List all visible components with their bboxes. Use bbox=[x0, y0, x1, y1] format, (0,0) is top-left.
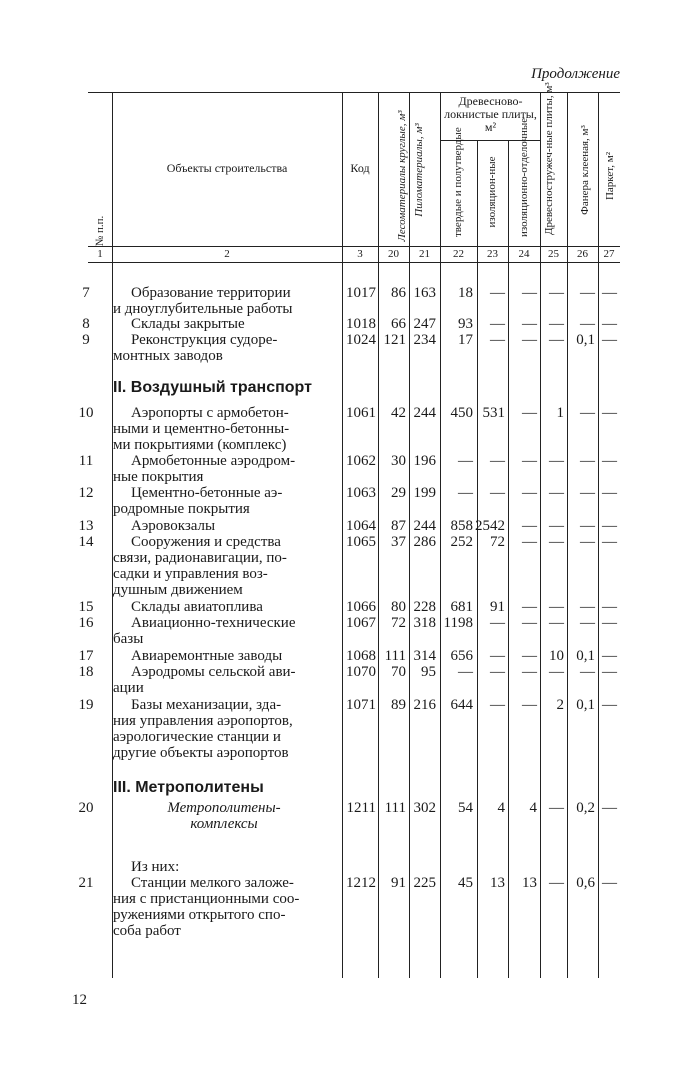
cell-c23: 531 bbox=[482, 405, 505, 421]
cell-c25: 2 bbox=[556, 697, 564, 713]
cell-c22: 252 bbox=[450, 534, 473, 550]
cell-c24: — bbox=[522, 599, 537, 615]
cell-c21: 244 bbox=[413, 518, 436, 534]
row-number: 12 bbox=[78, 485, 94, 501]
cell-c25: — bbox=[549, 599, 564, 615]
object-name-line: связи, радионавигации, по- bbox=[113, 550, 287, 566]
cell-c25: — bbox=[549, 285, 564, 301]
cell-c20: 29 bbox=[391, 485, 406, 501]
cell-c24: — bbox=[522, 332, 537, 348]
object-name bbox=[113, 453, 335, 485]
cell-c20: 111 bbox=[384, 800, 406, 816]
cell-c20: 86 bbox=[391, 285, 406, 301]
object-name-line: Реконструкция судоре- bbox=[131, 332, 278, 348]
cell-c20: 121 bbox=[383, 332, 406, 348]
cell-code: 1065 bbox=[346, 534, 376, 550]
cell-c22: 681 bbox=[450, 599, 473, 615]
col-number: 27 bbox=[603, 248, 615, 260]
cell-c20: 91 bbox=[391, 875, 406, 892]
col-number: 21 bbox=[419, 248, 430, 260]
cell-c22: 18 bbox=[458, 285, 473, 301]
cell-c27: — bbox=[602, 485, 617, 501]
cell-c25: — bbox=[549, 800, 564, 816]
cell-c21: 95 bbox=[421, 664, 436, 680]
cell-c26: — bbox=[580, 316, 595, 332]
row-number: 16 bbox=[78, 615, 94, 631]
col-number: 25 bbox=[548, 248, 559, 260]
cell-c22: — bbox=[458, 485, 473, 501]
cell-c26: — bbox=[580, 599, 595, 615]
cell-c21: 244 bbox=[413, 405, 436, 421]
header-c20: Лесоматериалы круглые, м³ bbox=[396, 110, 408, 242]
cell-code: 1071 bbox=[346, 697, 376, 713]
object-name-line: ми покрытиями (комплекс) bbox=[113, 437, 287, 453]
cell-c21: 228 bbox=[413, 599, 436, 615]
object-name bbox=[113, 332, 335, 364]
cell-c27: — bbox=[602, 332, 617, 348]
object-name-line: Цементно-бетонные аэ- bbox=[131, 485, 283, 501]
cell-c26: — bbox=[580, 615, 595, 631]
cell-c23: — bbox=[490, 697, 505, 713]
cell-c20: 66 bbox=[391, 316, 406, 332]
cell-c20: 70 bbox=[391, 664, 406, 680]
col-number: 26 bbox=[577, 248, 588, 260]
object-name bbox=[113, 316, 335, 332]
cell-c23: — bbox=[490, 648, 505, 664]
object-name-line: комплексы bbox=[190, 816, 258, 832]
object-name bbox=[113, 405, 335, 453]
row-number: 17 bbox=[78, 648, 94, 664]
col-border bbox=[598, 92, 599, 978]
header-c26: Фанера клееная, м³ bbox=[579, 125, 591, 215]
cell-c26: 0,2 bbox=[576, 800, 595, 816]
row-number: 13 bbox=[78, 518, 94, 534]
cell-c21: 247 bbox=[413, 316, 436, 332]
object-name-line: Авиационно-технические bbox=[131, 615, 296, 631]
object-name-line: садки и управления воз- bbox=[113, 566, 268, 582]
object-name-line: Базы механизации, зда- bbox=[131, 697, 282, 713]
cell-c27: — bbox=[602, 648, 617, 664]
cell-c25: — bbox=[549, 485, 564, 501]
cell-c21: 234 bbox=[413, 332, 436, 348]
header-c23: изоляцион-ные bbox=[486, 156, 498, 228]
object-name bbox=[113, 485, 335, 517]
cell-c24: — bbox=[522, 453, 537, 469]
object-name bbox=[113, 697, 335, 761]
cell-c23: 91 bbox=[490, 599, 505, 615]
header-c24: изоляционно-отделочные bbox=[518, 117, 530, 237]
object-name-line: Станции мелкого заложе- bbox=[131, 875, 294, 891]
cell-c25: — bbox=[549, 518, 564, 534]
cell-c24: — bbox=[522, 316, 537, 332]
cell-c22: 54 bbox=[458, 800, 473, 816]
col-number: 2 bbox=[224, 248, 230, 260]
cell-code: 1211 bbox=[346, 800, 376, 816]
cell-c26: 0,1 bbox=[576, 648, 595, 664]
object-name-line: ружениями открытого спо- bbox=[113, 907, 286, 923]
cell-code: 1063 bbox=[346, 485, 376, 501]
cell-c27: — bbox=[602, 316, 617, 332]
cell-c26: — bbox=[580, 453, 595, 469]
row-number: 8 bbox=[82, 316, 90, 332]
row-number: 9 bbox=[82, 332, 90, 348]
object-name-line: ными и цементно-бетонны- bbox=[113, 421, 290, 437]
cell-code: 1066 bbox=[346, 599, 376, 615]
col-border bbox=[440, 92, 441, 978]
cell-c23: — bbox=[490, 485, 505, 501]
row-number: 7 bbox=[82, 285, 90, 301]
col-border bbox=[409, 92, 410, 978]
cell-c22: 93 bbox=[458, 316, 473, 332]
col-number: 24 bbox=[518, 248, 530, 260]
object-name-line: Образование территории bbox=[131, 285, 291, 301]
cell-c24: 4 bbox=[529, 800, 537, 816]
cell-c23: — bbox=[490, 285, 505, 301]
cell-code: 1064 bbox=[346, 518, 376, 534]
cell-code: 1062 bbox=[346, 453, 376, 469]
cell-c22: — bbox=[458, 664, 473, 680]
object-name-line: ния с пристанционными соо- bbox=[113, 891, 300, 907]
cell-code: 1067 bbox=[346, 615, 376, 631]
header-c21: Пиломатериалы, м³ bbox=[413, 123, 425, 217]
cell-c21: 196 bbox=[413, 453, 436, 469]
cell-c26: — bbox=[580, 664, 595, 680]
cell-c20: 37 bbox=[391, 534, 406, 550]
section-metro: III. Метрополитены bbox=[113, 779, 264, 796]
object-name-line: Сооружения и средства bbox=[131, 534, 281, 550]
header-c25: Древесностружеч-ные плиты, м³ bbox=[543, 82, 555, 235]
object-name bbox=[113, 615, 335, 647]
object-name bbox=[113, 534, 335, 598]
cell-c27: — bbox=[602, 518, 617, 534]
cell-c27: — bbox=[602, 453, 617, 469]
object-name-line: Армобетонные аэродром- bbox=[131, 453, 296, 469]
header-object: Объекты строительства bbox=[166, 161, 288, 175]
row-number: 20 bbox=[78, 800, 94, 816]
cell-c26: 0,1 bbox=[576, 697, 595, 713]
cell-c25: 10 bbox=[549, 648, 564, 664]
cell-c23: 2542 bbox=[475, 518, 505, 534]
cell-c21: 225 bbox=[413, 875, 436, 892]
cell-c23: — bbox=[490, 332, 505, 348]
cell-c25: — bbox=[549, 332, 564, 348]
object-name-line: родромные покрытия bbox=[113, 501, 250, 517]
cell-c25: 1 bbox=[556, 405, 564, 421]
cell-c27: — bbox=[602, 534, 617, 550]
cell-c21: 286 bbox=[413, 534, 436, 550]
cell-c22: 45 bbox=[458, 875, 473, 892]
object-name-line: душным движением bbox=[113, 582, 243, 598]
cell-c25: — bbox=[549, 453, 564, 469]
row-number: 19 bbox=[78, 697, 94, 713]
cell-c20: 80 bbox=[391, 599, 406, 615]
object-name bbox=[113, 518, 335, 534]
cell-c27: — bbox=[602, 615, 617, 631]
cell-c24: — bbox=[522, 615, 537, 631]
cell-c21: 216 bbox=[413, 697, 436, 713]
cell-c25: — bbox=[549, 664, 564, 680]
cell-c26: — bbox=[580, 485, 595, 501]
object-name-line: другие объекты аэропортов bbox=[113, 745, 289, 761]
object-name bbox=[113, 285, 335, 317]
cell-c27: — bbox=[602, 599, 617, 615]
cell-c26: — bbox=[580, 285, 595, 301]
object-name-line: Аэропорты с армобетон- bbox=[131, 405, 289, 421]
col-number: 1 bbox=[97, 248, 103, 260]
cell-c20: 89 bbox=[391, 697, 406, 713]
cell-c22: — bbox=[458, 453, 473, 469]
object-name bbox=[113, 664, 335, 696]
row-number: 18 bbox=[78, 664, 94, 680]
header-fiber-group: Древесново-локнистые плиты, м² bbox=[444, 94, 537, 134]
cell-c21: 314 bbox=[413, 648, 436, 664]
cell-c22: 1198 bbox=[443, 615, 473, 631]
cell-c26: 0,1 bbox=[576, 332, 595, 348]
col-border bbox=[378, 92, 379, 978]
cell-c24: — bbox=[522, 534, 537, 550]
cell-code: 1018 bbox=[346, 316, 376, 332]
header-c22: твердые и полутвердые bbox=[452, 127, 464, 237]
cell-code: 1212 bbox=[346, 875, 376, 892]
page-number: 12 bbox=[72, 992, 87, 1008]
col-border bbox=[342, 92, 343, 978]
cell-c27: — bbox=[602, 285, 617, 301]
row-number: 14 bbox=[78, 534, 94, 550]
object-name-line: Аэродромы сельской ави- bbox=[131, 664, 296, 680]
header-code: Код bbox=[350, 161, 370, 175]
cell-c26: — bbox=[580, 405, 595, 421]
cell-c27: — bbox=[602, 405, 617, 421]
section-air-transport: II. Воздушный транспорт bbox=[113, 379, 312, 396]
row-number: 10 bbox=[78, 405, 94, 421]
row-number: 11 bbox=[78, 453, 94, 469]
cell-c22: 858 bbox=[450, 518, 473, 534]
cell-c24: — bbox=[522, 697, 537, 713]
cell-c21: 163 bbox=[413, 285, 436, 301]
object-name-line: Склады закрытые bbox=[131, 316, 245, 332]
cell-c24: 13 bbox=[522, 875, 537, 892]
header-c27: Паркет, м² bbox=[604, 151, 616, 201]
cell-c22: 17 bbox=[458, 332, 473, 348]
cell-c22: 644 bbox=[450, 697, 473, 713]
object-name bbox=[113, 599, 335, 615]
cell-c21: 318 bbox=[413, 615, 436, 631]
col-number: 23 bbox=[487, 248, 498, 260]
cell-code: 1061 bbox=[346, 405, 376, 421]
row-number: 21 bbox=[78, 875, 94, 892]
cell-code: 1024 bbox=[346, 332, 376, 348]
object-name bbox=[113, 800, 335, 832]
object-name bbox=[113, 648, 335, 664]
object-name-line: ации bbox=[113, 680, 144, 696]
cell-c21: 302 bbox=[413, 800, 436, 816]
object-name-line: монтных заводов bbox=[113, 348, 223, 364]
header-pp: № п.п. bbox=[94, 215, 106, 247]
cell-c25: — bbox=[549, 316, 564, 332]
object-name-line: Из них: bbox=[131, 859, 180, 875]
cell-c22: 450 bbox=[450, 405, 473, 421]
object-name bbox=[113, 859, 335, 939]
cell-c23: 4 bbox=[497, 800, 505, 816]
cell-c25: — bbox=[549, 534, 564, 550]
object-name-line: Аэровокзалы bbox=[131, 518, 216, 534]
continuation-label: Продолжение bbox=[531, 66, 620, 82]
cell-c20: 111 bbox=[384, 648, 406, 664]
object-name-line: и дноуглубительные работы bbox=[113, 301, 293, 317]
object-name-line: базы bbox=[113, 631, 144, 647]
cell-code: 1070 bbox=[346, 664, 376, 680]
cell-c24: — bbox=[522, 405, 537, 421]
cell-c27: — bbox=[602, 697, 617, 713]
object-name-line: ные покрытия bbox=[113, 469, 204, 485]
col-border bbox=[477, 140, 478, 978]
cell-c27: — bbox=[602, 875, 617, 892]
cell-c20: 87 bbox=[391, 518, 406, 534]
col-border bbox=[508, 140, 509, 978]
cell-c23: 72 bbox=[490, 534, 505, 550]
cell-c26: — bbox=[580, 534, 595, 550]
cell-c26: — bbox=[580, 518, 595, 534]
cell-c23: 13 bbox=[490, 875, 505, 892]
cell-c23: — bbox=[490, 453, 505, 469]
cell-c23: — bbox=[490, 615, 505, 631]
object-name-line: аэрологические станции и bbox=[113, 729, 281, 745]
cell-c27: — bbox=[602, 800, 617, 816]
cell-code: 1068 bbox=[346, 648, 376, 664]
cell-c23: — bbox=[490, 664, 505, 680]
cell-c25: — bbox=[549, 875, 564, 892]
row-number: 15 bbox=[78, 599, 94, 615]
col-number: 3 bbox=[357, 248, 363, 260]
cell-c21: 199 bbox=[413, 485, 436, 501]
cell-c25: — bbox=[549, 615, 564, 631]
col-border bbox=[540, 92, 541, 978]
cell-c20: 42 bbox=[391, 405, 406, 421]
object-name-line: Склады авиатоплива bbox=[131, 599, 263, 615]
cell-c26: 0,6 bbox=[576, 875, 595, 892]
cell-code: 1017 bbox=[346, 285, 376, 301]
cell-c20: 72 bbox=[391, 615, 406, 631]
object-name-line: соба работ bbox=[113, 923, 181, 939]
cell-c27: — bbox=[602, 664, 617, 680]
cell-c22: 656 bbox=[450, 648, 473, 664]
cell-c24: — bbox=[522, 285, 537, 301]
col-border bbox=[567, 92, 568, 978]
cell-c24: — bbox=[522, 648, 537, 664]
cell-c24: — bbox=[522, 664, 537, 680]
cell-c24: — bbox=[522, 485, 537, 501]
col-number: 22 bbox=[453, 248, 464, 260]
object-name-line: Метрополитены- bbox=[167, 800, 281, 816]
object-name-line: ния управления аэропортов, bbox=[113, 713, 293, 729]
object-name-line: Авиаремонтные заводы bbox=[131, 648, 283, 664]
cell-c23: — bbox=[490, 316, 505, 332]
cell-c20: 30 bbox=[391, 453, 406, 469]
cell-c24: — bbox=[522, 518, 537, 534]
col-number: 20 bbox=[388, 248, 399, 260]
